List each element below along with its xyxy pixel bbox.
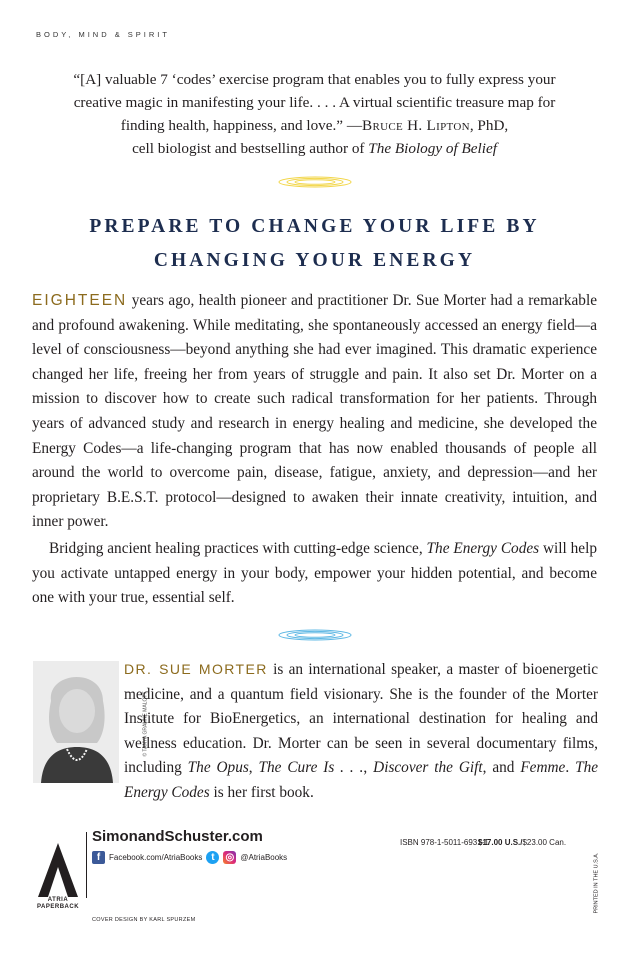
author-name: DR. SUE MORTER [124, 661, 268, 677]
author-bio: DR. SUE MORTER is an international speaker, a master of bioenergetic medicine, and a quantum field visionary. She is the founder of the Morter Institute for BioEnergetics, an international destination for healing and wellness education. Dr. Morter can be seen in several documentary films, including The Opus, The Cure Is . . ., Discover the Gift, and Femme. The Energy Codes is her first book. [124, 661, 599, 801]
imprint-type: PAPERBACK [36, 904, 80, 910]
publisher-imprint [32, 897, 84, 911]
film-title: Discover the Gift [373, 759, 483, 777]
facebook-url: Facebook.com/AtriaBooks [109, 853, 203, 862]
twitter-icon: t [206, 851, 219, 864]
price [478, 838, 566, 847]
endorsement-quote [60, 68, 569, 160]
quote-book-title: The Biology of Belief [368, 140, 497, 157]
book-title-italic: The Energy Codes [426, 539, 540, 557]
logo-divider [86, 832, 87, 898]
photo-credit: © TANYA GRANNE MALOTT [142, 691, 149, 757]
instagram-icon: ◎ [223, 851, 236, 864]
blue-ring-divider [277, 628, 353, 642]
film-title: Femme [520, 759, 566, 777]
description-paragraph-2: Bridging ancient healing practices with cutting-edge science, The Energy Codes will help you activate untapped energy in your body, empower your hidden potential, and become one with your true, essential self. [32, 539, 597, 607]
cover-design-credit: COVER DESIGN BY KARL SPURZEM [92, 917, 196, 923]
quote-text: “[A] valuable 7 ‘codes’ exercise program that enables you to fully express your creative magic in manifesting your life. . . . A virtual scientific treasure map for finding health, happiness, and love.” [73, 71, 556, 134]
quote-author-credentials: , PhD, [469, 117, 509, 134]
headline-line-2: CHANGING YOUR ENERGY [153, 250, 476, 271]
price-can: $23.00 Can. [522, 838, 567, 847]
isbn: ISBN 978-1-5011-6931-1 [400, 838, 489, 847]
description-paragraph-1: EIGHTEEN years ago, health pioneer and practitioner Dr. Sue Morter had a remarkable and profound awakening. While meditating, she spontaneously accessed an energy field—a level of consciousness—beyond anything she had ever imagined. This dramatic experience changed her life, freeing her from years of struggle and pain. It also set Dr. Morter on a mission to discover how to create such radical transformation for her patients. Through years of advanced study and research in energy healing and medicine, she developed the Energy Codes—a life-changing program that has now enabled thousands of people all around the world to overcome pain, disease, fatigue, anxiety, and depression—and her proprietary B.E.S.T. protocol—designed to awaken their innate creativity, intuition, and inner power. [32, 292, 597, 531]
social-handle: @AtriaBooks [240, 853, 288, 862]
quote-author-role: cell biologist and bestselling author of [132, 140, 369, 157]
quote-author-name: Bruce H. Lipton [362, 117, 470, 134]
category-label: BODY, MIND & SPIRIT [36, 30, 170, 39]
publisher-website: SimonandSchuster.com [92, 828, 263, 845]
film-title: The Opus [187, 759, 249, 777]
film-title: The Cure Is . . . [258, 759, 364, 777]
lead-word: EIGHTEEN [32, 292, 128, 309]
gold-ring-divider [277, 175, 353, 189]
facebook-icon: f [92, 851, 105, 864]
imprint-name: ATRIA [47, 897, 69, 903]
barcode-area [432, 862, 582, 924]
headline [40, 210, 589, 278]
headline-line-1: PREPARE TO CHANGE YOUR LIFE BY [89, 216, 540, 237]
price-us: $17.00 U.S./ [478, 838, 523, 847]
book-title-italic: The Energy Codes [124, 759, 599, 801]
author-photo [33, 661, 119, 783]
printed-in-label: PRINTED IN THE U.S.A. [593, 852, 600, 914]
quote-dash: — [343, 117, 363, 134]
social-links [92, 851, 287, 864]
book-description [32, 289, 597, 611]
